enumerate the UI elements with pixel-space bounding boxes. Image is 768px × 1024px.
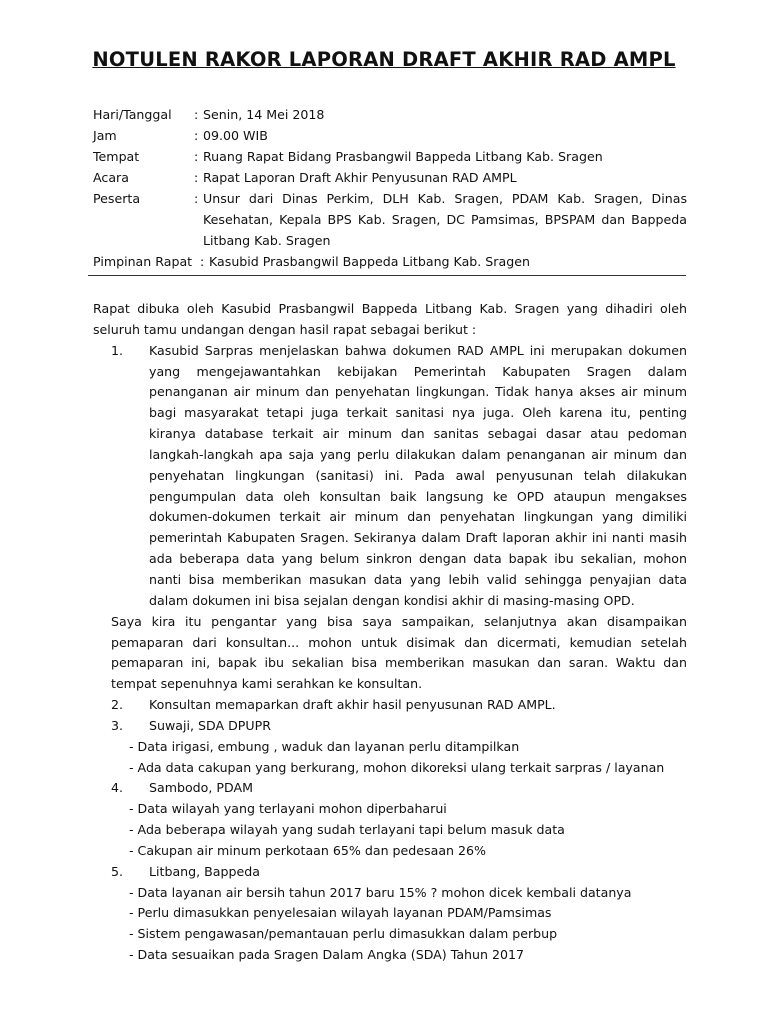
meta-row-agenda: [93, 167, 687, 188]
meta-value: Ruang Rapat Bidang Prasbangwil Bappeda Litbang Kab. Sragen: [203, 149, 603, 164]
sub-item: - Perlu dimasukkan penyelesaian wilayah layanan PDAM/Pamsimas: [129, 905, 552, 921]
meta-value: Kasubid Prasbangwil Bappeda Litbang Kab. Sragen: [209, 254, 530, 269]
meta-label: Peserta: [93, 191, 141, 206]
meta-row-chair: [93, 251, 687, 272]
meta-row-participants: [93, 188, 687, 251]
list-item-text: Suwaji, SDA DPUPR: [149, 717, 271, 733]
sub-item: - Data wilayah yang terlayani mohon diperbaharui: [129, 801, 447, 817]
meta-colon: :: [194, 107, 199, 122]
meta-value: Senin, 14 Mei 2018: [203, 107, 325, 122]
meta-row-date: [93, 104, 687, 125]
meta-colon: :: [194, 128, 199, 143]
minutes-body: [93, 299, 687, 966]
intro-paragraph: Rapat dibuka oleh Kasubid Prasbangwil Bappeda Litbang Kab. Sragen yang dihadiri oleh seluruh tamu undangan dengan hasil rapat sebagai berikut :: [93, 301, 687, 337]
meta-label: Jam: [93, 128, 117, 143]
sub-item: - Sistem pengawasan/pemantauan perlu dimasukkan dalam perbup: [129, 926, 558, 942]
section-divider: [88, 275, 686, 276]
list-item-text: Litbang, Bappeda: [149, 863, 260, 879]
list-item-text: Kasubid Sarpras menjelaskan bahwa dokumen RAD AMPL ini merupakan dokumen yang mengejawantahkan kebijakan Pemerintah Kabupaten Sragen dalam penanganan air minum dan penyehatan lingkungan. Tidak hanya akses air minum bagi masyarakat tetapi juga terkait sanitasi nya juga. Oleh karena itu, penting kiranya database terkait air minum dan sanitas sebagai dasar atau pedoman langkah-langkah apa saja yang perlu dilakukan dalam penanganan air minum dan penyehatan lingkungan (sanitasi) ini. Pada awal penyusunan telah dilakukan pengumpulan data oleh konsultan baik langsung ke OPD ataupun mengakses dokumen-dokumen terkait air minum dan penyehatan lingkungan yang dimiliki pemerintah Kabupaten Sragen. Sekiranya dalam Draft laporan akhir ini nanti masih ada beberapa data yang belum sinkron dengan data bapak ibu sekalian, mohon nanti bisa memberikan masukan data yang lebih valid sehingga penyajian data dalam dokumen ini bisa sejalan dengan kondisi akhir di masing-masing OPD.: [149, 342, 687, 608]
list-item: [93, 862, 687, 883]
list-item-text: Sambodo, PDAM: [149, 780, 253, 796]
meta-label: Acara: [93, 170, 129, 185]
meta-colon: :: [194, 191, 199, 206]
sub-item: - Data irigasi, embung , waduk dan layanan perlu ditampilkan: [129, 738, 520, 754]
sub-item: - Data sesuaikan pada Sragen Dalam Angka (SDA) Tahun 2017: [129, 947, 525, 963]
meta-value: Unsur dari Dinas Perkim, DLH Kab. Sragen, PDAM Kab. Sragen, Dinas Kesehatan, Kepala BPS Kab. Sragen, DC Pamsimas, BPSPAM dan Bappeda Litbang Kab. Sragen: [203, 191, 687, 248]
meta-label: Tempat: [93, 149, 140, 164]
meta-label: Pimpinan Rapat: [93, 254, 193, 269]
list-number: 3.: [111, 717, 124, 733]
list-number: 1.: [111, 342, 124, 358]
meta-row-time: [93, 125, 687, 146]
minutes-list: [93, 341, 687, 966]
list-number: 5.: [111, 863, 124, 879]
meta-colon: :: [200, 254, 205, 269]
document-title: NOTULEN RAKOR LAPORAN DRAFT AKHIR RAD AMPL: [92, 48, 676, 71]
sub-item: - Ada beberapa wilayah yang sudah terlayani tapi belum masuk data: [129, 822, 565, 838]
list-item-text: Konsultan memaparkan draft akhir hasil penyusunan RAD AMPL.: [149, 697, 556, 713]
meta-value: Rapat Laporan Draft Akhir Penyusunan RAD AMPL: [203, 170, 517, 185]
meeting-info: [93, 104, 687, 272]
meta-colon: :: [194, 149, 199, 164]
meta-colon: :: [194, 170, 199, 185]
list-number: 4.: [111, 780, 124, 796]
sub-item: - Ada data cakupan yang berkurang, mohon dikoreksi ulang terkait sarpras / layanan: [129, 759, 665, 775]
meta-row-place: [93, 146, 687, 167]
list-number: 2.: [111, 697, 124, 713]
list-item: [93, 716, 687, 737]
meta-label: Hari/Tanggal: [93, 107, 172, 122]
list-item: [93, 341, 687, 612]
sub-item: - Cakupan air minum perkotaan 65% dan pedesaan 26%: [129, 842, 487, 858]
list-item: [93, 695, 687, 716]
list-item-continuation: Saya kira itu pengantar yang bisa saya sampaikan, selanjutnya akan disampaikan pemaparan dari konsultan... mohon untuk disimak dan dicermati, kemudian setelah pemaparan ini, bapak ibu sekalian bisa memberikan masukan dan saran. Waktu dan tempat sepenuhnya kami serahkan ke konsultan.: [111, 613, 687, 692]
list-item: [93, 778, 687, 799]
meta-value: 09.00 WIB: [203, 128, 268, 143]
sub-item: - Data layanan air bersih tahun 2017 baru 15% ? mohon dicek kembali datanya: [129, 884, 632, 900]
